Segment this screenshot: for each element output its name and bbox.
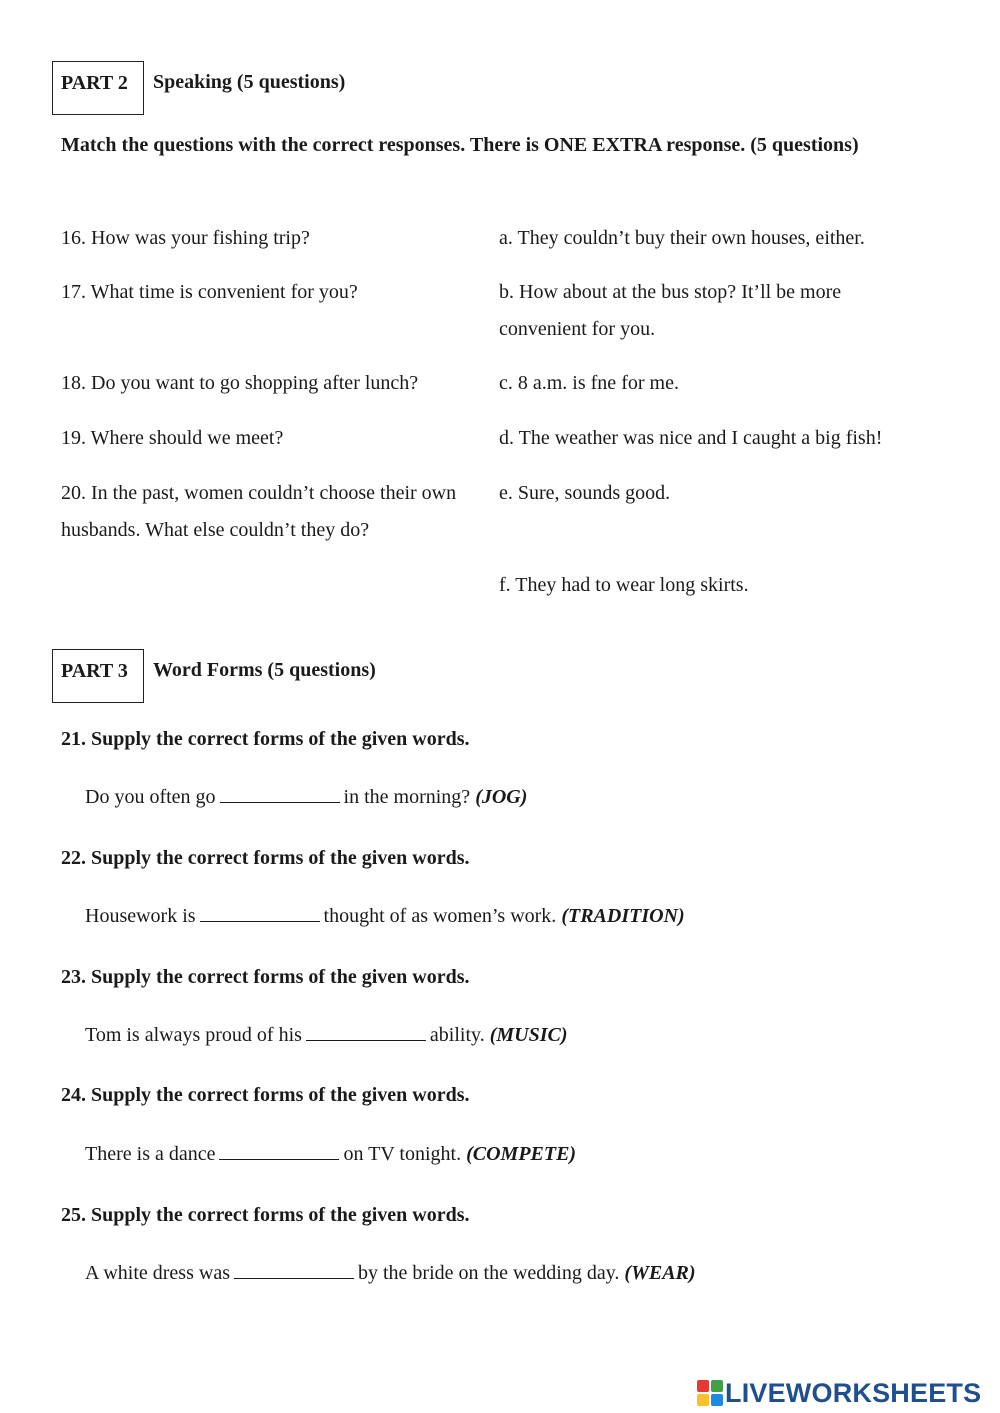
item-21-heading: 21. Supply the correct forms of the given words. (61, 728, 470, 750)
item-21-sentence (85, 786, 527, 809)
item-25-sentence (85, 1262, 696, 1285)
item-24-after: on TV tonight. (343, 1143, 462, 1165)
item-25-blank[interactable] (234, 1264, 354, 1279)
item-22-heading: 22. Supply the correct forms of the given words. (61, 847, 470, 869)
item-23-word: (MUSIC) (489, 1024, 568, 1046)
response-f: f. They had to wear long skirts. (499, 574, 749, 596)
part2-instruction: Match the questions with the correct responses. There is ONE EXTRA response. (5 questions) (61, 134, 859, 156)
item-23-after: ability. (429, 1024, 485, 1046)
part2-label-box (52, 61, 144, 115)
item-22-after: thought of as women’s work. (323, 905, 557, 927)
response-e: e. Sure, sounds good. (499, 482, 671, 504)
item-23-sentence (85, 1024, 568, 1047)
item-24-sentence (85, 1143, 576, 1166)
part3-label: PART 3 (61, 660, 128, 682)
part3-title: Word Forms (5 questions) (153, 659, 376, 681)
part2-label: PART 2 (61, 72, 128, 94)
item-21-before: Do you often go (85, 786, 216, 808)
item-22-word: (TRADITION) (561, 905, 685, 927)
response-a: a. They couldn’t buy their own houses, either. (499, 227, 865, 249)
question-20-line1: 20. In the past, women couldn’t choose their own (61, 482, 457, 504)
liveworksheets-logo[interactable] (697, 1378, 981, 1408)
item-24-heading: 24. Supply the correct forms of the given words. (61, 1084, 470, 1106)
part3-label-box (52, 649, 144, 703)
item-21-word: (JOG) (475, 786, 528, 808)
question-16: 16. How was your fishing trip? (61, 227, 310, 249)
item-21-after: in the morning? (343, 786, 471, 808)
item-25-heading: 25. Supply the correct forms of the given words. (61, 1204, 470, 1226)
item-24-blank[interactable] (219, 1145, 339, 1160)
liveworksheets-logo-text: LIVEWORKSHEETS (725, 1377, 982, 1408)
item-22-before: Housework is (85, 905, 196, 927)
part2-title: Speaking (5 questions) (153, 71, 346, 93)
response-b-line2: convenient for you. (499, 318, 656, 340)
response-c: c. 8 a.m. is fne for me. (499, 372, 679, 394)
item-22-sentence (85, 905, 685, 928)
question-18: 18. Do you want to go shopping after lunch? (61, 372, 419, 394)
item-23-blank[interactable] (306, 1026, 426, 1041)
item-25-after: by the bride on the wedding day. (357, 1262, 620, 1284)
item-23-before: Tom is always proud of his (85, 1024, 302, 1046)
response-b-line1: b. How about at the bus stop? It’ll be more (499, 281, 842, 303)
question-20-line2: husbands. What else couldn’t they do? (61, 519, 370, 541)
question-19: 19. Where should we meet? (61, 427, 284, 449)
item-22-blank[interactable] (200, 907, 320, 922)
item-25-before: A white dress was (85, 1262, 230, 1284)
question-17: 17. What time is convenient for you? (61, 281, 358, 303)
item-21-blank[interactable] (220, 788, 340, 803)
item-24-before: There is a dance (85, 1143, 216, 1165)
liveworksheets-logo-icon (697, 1380, 723, 1406)
item-25-word: (WEAR) (624, 1262, 696, 1284)
item-24-word: (COMPETE) (466, 1143, 577, 1165)
response-d: d. The weather was nice and I caught a big fish! (499, 427, 883, 449)
item-23-heading: 23. Supply the correct forms of the given words. (61, 966, 470, 988)
